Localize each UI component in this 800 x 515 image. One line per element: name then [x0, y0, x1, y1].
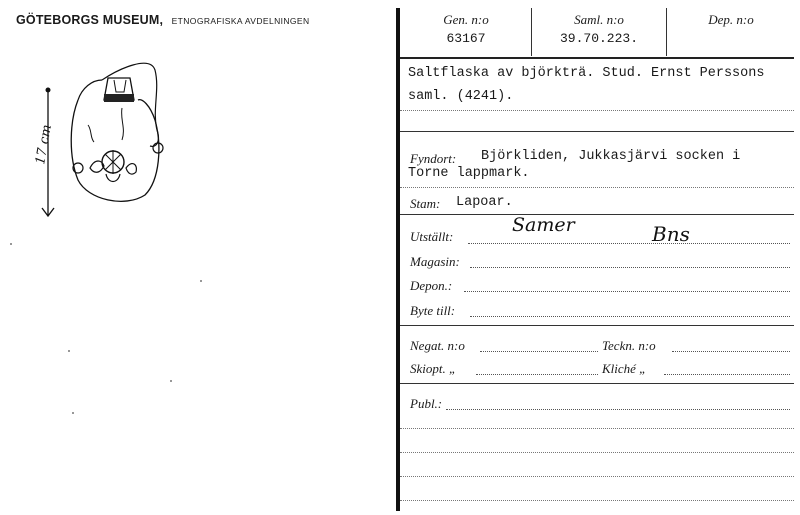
gen-number-value: 63167 [446, 31, 486, 46]
fyndort-line-1: Björkliden, Jukkasjärvi socken i [481, 149, 741, 164]
speck [72, 412, 74, 414]
saml-number-label: Saml. n:o [574, 12, 624, 27]
section-rule [400, 214, 794, 215]
saml-number-cell [532, 12, 666, 52]
speck [200, 280, 202, 282]
header-rule [400, 57, 794, 59]
utstallt-label: Utställt: [410, 229, 454, 244]
magasin-label: Magasin: [410, 254, 460, 269]
department-name: ETNOGRAFISKA AVDELNINGEN [171, 16, 310, 26]
saml-number-value: 39.70.223. [559, 31, 638, 46]
card-header [16, 11, 310, 29]
utstallt-initials: Bns [652, 222, 690, 246]
ruled-line [400, 428, 794, 429]
ruled-line [400, 500, 794, 501]
dimension-label: 17 cm [33, 123, 55, 166]
skiopt-fill-line [476, 362, 598, 375]
section-rule [400, 383, 794, 384]
ruled-line [400, 110, 794, 111]
speck [10, 243, 12, 245]
teckn-fill-line [672, 339, 790, 352]
section-rule [400, 325, 794, 326]
speck [68, 350, 70, 352]
kliche-label: Kliché „ [602, 361, 647, 376]
byte-label: Byte till: [410, 303, 456, 318]
stam-label: Stam: [410, 196, 441, 211]
skiopt-label: Skiopt. „ [410, 361, 457, 376]
object-sketch [30, 50, 210, 235]
byte-fill-line [470, 304, 790, 317]
fyndort-label: Fyndort: [410, 151, 457, 166]
utstallt-fill-line [468, 231, 790, 244]
ruled-line [400, 476, 794, 477]
speck [170, 380, 172, 382]
publ-fill-line [446, 397, 790, 410]
teckn-label: Teckn. n:o [602, 338, 656, 353]
depon-label: Depon.: [410, 278, 453, 293]
ruled-line [400, 187, 794, 188]
negat-fill-line [480, 339, 598, 352]
magasin-fill-line [470, 255, 790, 268]
depon-fill-line [464, 279, 790, 292]
dep-number-cell [667, 12, 795, 52]
museum-name: GÖTEBORGS MUSEUM, [16, 13, 164, 27]
description-line-1: Saltflaska av björkträ. Stud. Ernst Perssons [408, 66, 765, 81]
dep-number-label: Dep. n:o [708, 12, 754, 27]
stam-value: Lapoar. [456, 195, 513, 210]
publ-label: Publ.: [410, 396, 443, 411]
kliche-fill-line [664, 362, 790, 375]
fyndort-line-2: Torne lappmark. [408, 166, 530, 181]
ruled-line [400, 452, 794, 453]
salt-flask-drawing [30, 50, 210, 230]
utstallt-handwritten-value: Samer [512, 214, 575, 236]
section-rule [400, 131, 794, 132]
gen-number-label: Gen. n:o [443, 12, 489, 27]
card-margin-line [396, 8, 400, 511]
gen-number-cell [402, 12, 530, 52]
negat-label: Negat. n:o [410, 338, 465, 353]
description-line-2: saml. (4241). [408, 89, 514, 104]
